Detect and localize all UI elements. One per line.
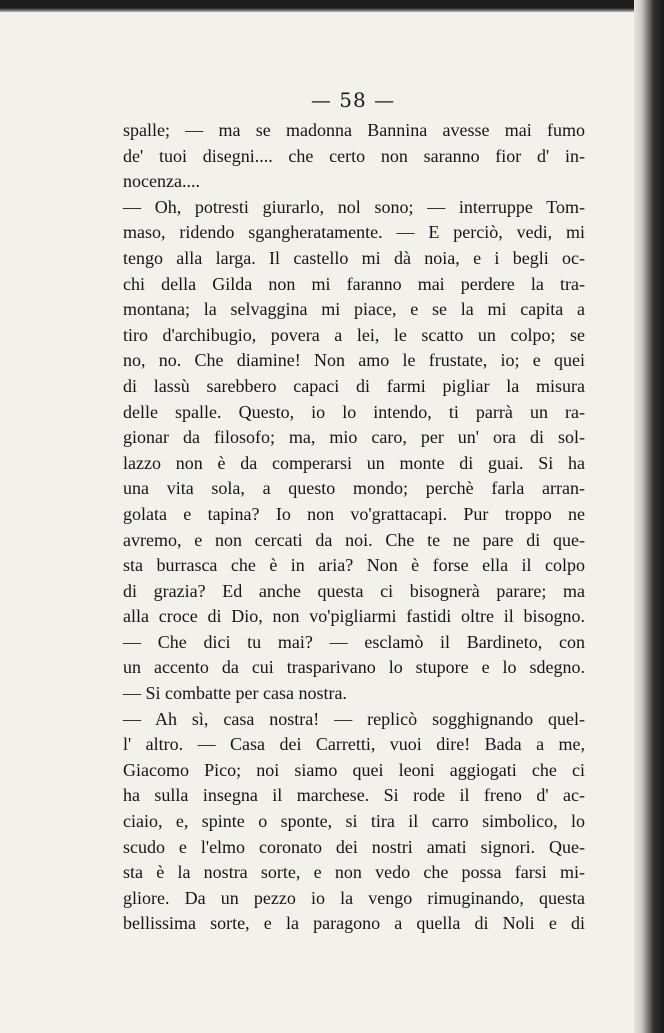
text-line: maso, ridendo sgangheratamente. — E perciò, vedi, mi <box>123 222 585 243</box>
text-line: scudo e l'elmo coronato dei nostri amati signori. Que- <box>123 836 585 857</box>
text-line: bellissima sorte, e la paragono a quella di Noli e di <box>123 913 585 934</box>
text-line: di lassù sarebbero capaci di farmi pigliar la misura <box>123 375 585 396</box>
top-shadow <box>0 0 664 12</box>
text-line: sta è la nostra sorte, e non vedo che possa farsi mi- <box>123 862 585 883</box>
text-line: montana; la selvaggina mi piace, e se la mi capita a <box>123 299 585 320</box>
text-line: gliore. Da un pezzo io la vengo rimuginando, questa <box>123 887 585 908</box>
text-line: ciaio, e, spinte o sponte, si tira il carro simbolico, lo <box>123 811 585 832</box>
text-line: — Si combatte per casa nostra. <box>123 683 347 704</box>
text-line: lazzo non è da comperarsi un monte di guai. Si ha <box>123 452 585 473</box>
text-line: l' altro. — Casa dei Carretti, vuoi dire! Bada a me, <box>123 734 585 755</box>
text-line: sta burrasca che è in aria? Non è forse ella il colpo <box>123 555 585 576</box>
text-line: di grazia? Ed anche questa ci bisognerà parare; ma <box>123 580 585 601</box>
text-line: nocenza.... <box>123 171 200 192</box>
text-line: Giacomo Pico; noi siamo quei leoni aggiogati che ci <box>123 759 585 780</box>
text-line: tiro d'archibugio, povera a lei, le scatto un colpo; se <box>123 324 585 345</box>
book-spine <box>634 0 664 1033</box>
text-line: tengo alla larga. Il castello mi dà noia, e i begli oc- <box>123 247 585 268</box>
text-line: gionar da filosofo; ma, mio caro, per un' ora di sol- <box>123 427 585 448</box>
page-number: — 58 — <box>310 88 396 112</box>
text-line: no, no. Che diamine! Non amo le frustate, io; e quei <box>123 350 585 371</box>
text-line: avremo, e non cercati da noi. Che te ne pare di que- <box>123 529 585 550</box>
text-line: un accento da cui trasparivano lo stupore e lo sdegno. <box>123 657 585 678</box>
text-line: delle spalle. Questo, io lo intendo, ti parrà un ra- <box>123 401 585 422</box>
text-line: una vita sola, a questo mondo; perchè farla arran- <box>123 478 585 499</box>
text-line: alla croce di Dio, non vo'pigliarmi fastidi oltre il bisogno. <box>123 606 585 627</box>
body-text <box>123 118 585 937</box>
text-line: — Che dici tu mai? — esclamò il Bardineto, con <box>123 631 585 652</box>
text-line: golata e tapina? Io non vo'grattacapi. Pur troppo ne <box>123 503 585 524</box>
text-line: — Ah sì, casa nostra! — replicò sogghignando quel- <box>123 708 585 729</box>
text-line: — Oh, potresti giurarlo, nol sono; — interruppe Tom- <box>123 196 585 217</box>
text-line: chi della Gilda non mi faranno mai perdere la tra- <box>123 273 585 294</box>
text-line: ha sulla insegna il marchese. Si rode il freno d' ac- <box>123 785 585 806</box>
text-line: de' tuoi disegni.... che certo non saranno fior d' in- <box>123 145 585 166</box>
text-line: spalle; — ma se madonna Bannina avesse mai fumo <box>123 120 585 140</box>
